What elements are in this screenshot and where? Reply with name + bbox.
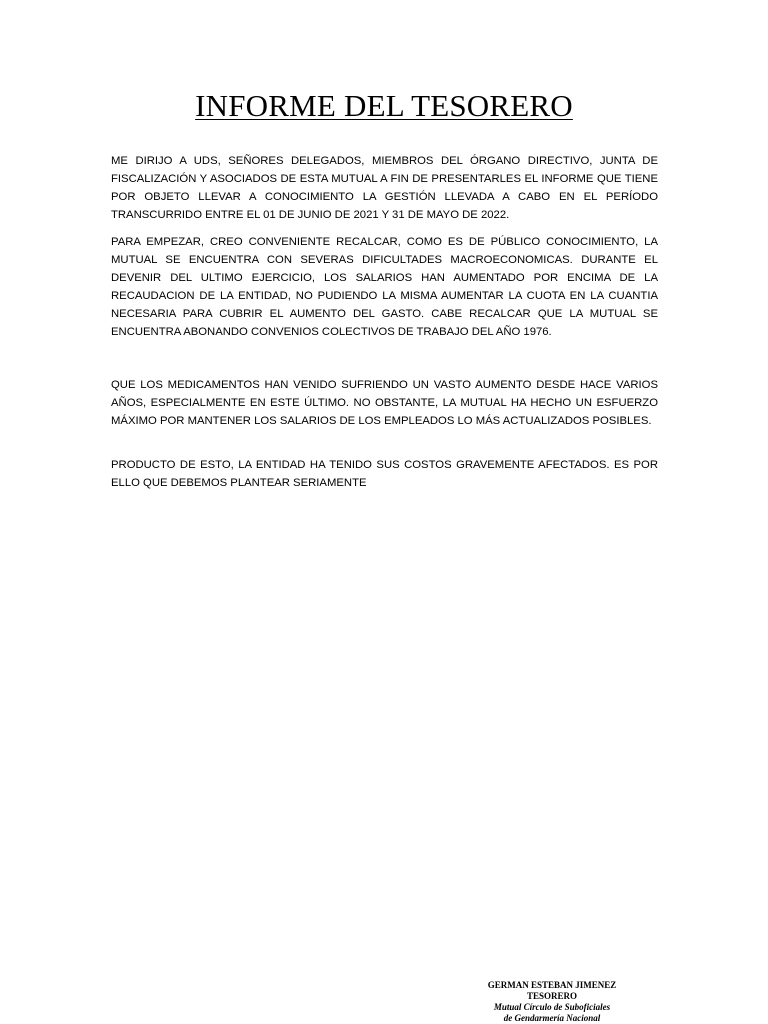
signature-org-line2: de Gendarmería Nacional xyxy=(503,1013,601,1023)
paragraph-text: ME DIRIJO A UDS, SEÑORES DELEGADOS, MIEMBROS DEL ÓRGANO DIRECTIVO, JUNTA DE FISCALIZACIÓN Y ASOCIADOS DE ESTA MUTUAL A FIN DE PRESENTARLES EL INFORME QUE TIENE POR OBJETO LLEVAR A CONOCIMIENTO LA GESTIÓN LLEVADA A CABO EN EL PERÍODO TRANSCURRIDO ENTRE EL 01 DE JUNIO DE 2021 Y 31 DE MAYO DE 2022. xyxy=(111,155,658,221)
document-title-text: INFORME DEL TESORERO xyxy=(195,88,573,123)
document-title xyxy=(0,86,768,126)
signature-role: TESORERO xyxy=(526,991,577,1001)
signature-org-line1: Mutual Círculo de Suboficiales xyxy=(493,1002,611,1012)
paragraph-text: PRODUCTO DE ESTO, LA ENTIDAD HA TENIDO SUS COSTOS GRAVEMENTE AFECTADOS. ES POR ELLO QUE DEBEMOS PLANTEAR SERIAMENTE xyxy=(111,459,658,489)
paragraph-costs xyxy=(111,456,658,492)
signature-stamp xyxy=(468,980,636,1024)
paragraph-text: QUE LOS MEDICAMENTOS HAN VENIDO SUFRIENDO UN VASTO AUMENTO DESDE HACE VARIOS AÑOS, ESPECIALMENTE EN ESTE ÚLTIMO. NO OBSTANTE, LA MUTUAL HA HECHO UN ESFUERZO MÁXIMO POR MANTENER LOS SALARIOS DE LOS EMPLEADOS LO MÁS ACTUALIZADOS POSIBLES. xyxy=(111,379,658,427)
signature-name: GERMAN ESTEBAN JIMENEZ xyxy=(487,980,617,990)
paragraph-introduction xyxy=(111,152,658,224)
paragraph-medications xyxy=(111,376,658,430)
paragraph-text: PARA EMPEZAR, CREO CONVENIENTE RECALCAR, COMO ES DE PÚBLICO CONOCIMIENTO, LA MUTUAL SE ENCUENTRA CON SEVERAS DIFICULTADES MACROECONOMICAS. DURANTE EL DEVENIR DEL ULTIMO EJERCICIO, LOS SALARIOS HAN AUMENTADO POR ENCIMA DE LA RECAUDACION DE LA ENTIDAD, NO PUDIENDO LA MISMA AUMENTAR LA CUOTA EN LA CUANTIA NECESARIA PARA CUBRIR EL AUMENTO DEL GASTO. CABE RECALCAR QUE LA MUTUAL SE ENCUENTRA ABONANDO CONVENIOS COLECTIVOS DE TRABAJO DEL AÑO 1976. xyxy=(111,236,658,338)
paragraph-economic-difficulties xyxy=(111,233,658,341)
